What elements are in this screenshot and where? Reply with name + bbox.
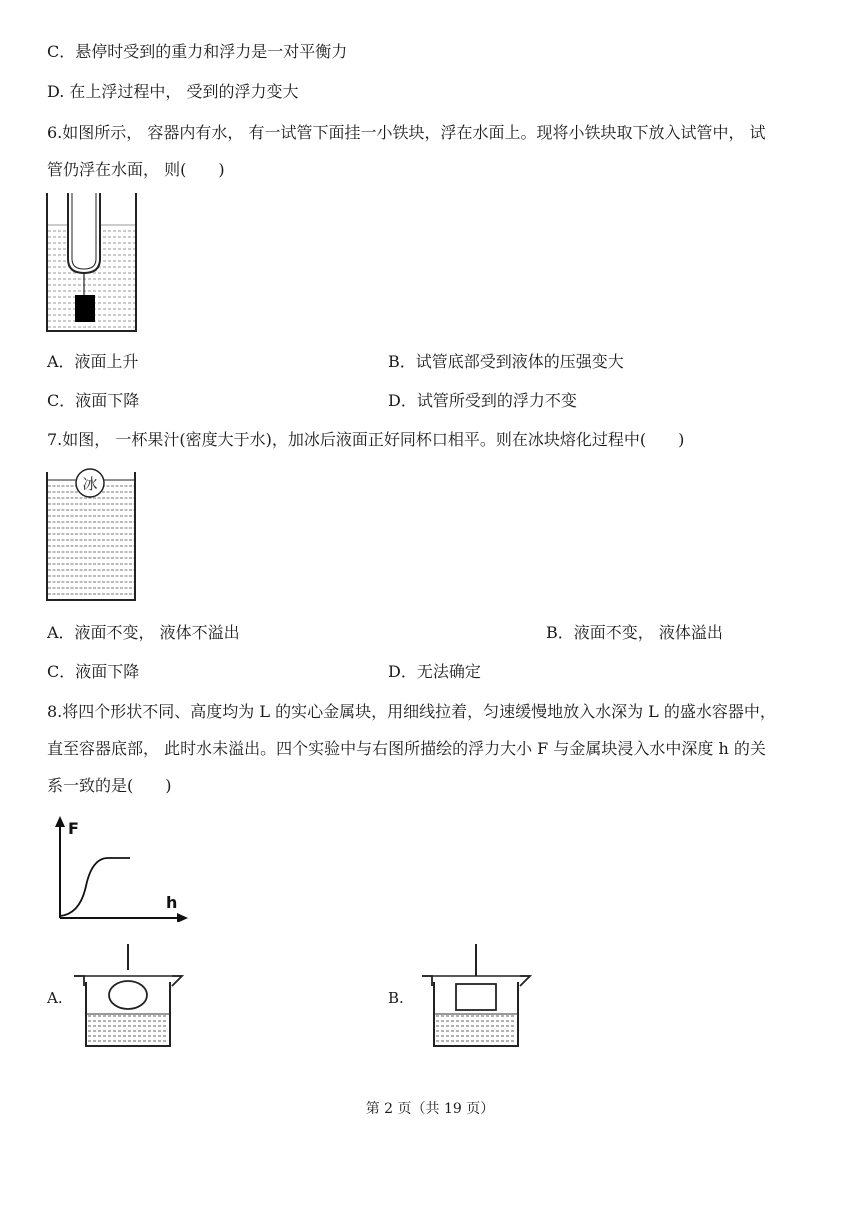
q6-option-d: D．试管所受到的浮力不变: [388, 391, 577, 410]
q8-option-b-label: B.: [388, 989, 404, 1007]
q7-option-c: C．液面下降: [47, 662, 140, 681]
q6-stem-line1: 6.如图所示， 容器内有水， 有一试管下面挂一小铁块，浮在水面上。现将小铁块取下放入试管中， 试: [47, 123, 766, 142]
q8-stem-line2: 直至容器底部， 此时水未溢出。四个实验中与右图所描绘的浮力大小 F 与金属块浸入水中深度 h 的关: [47, 739, 766, 758]
page-footer: 第 2 页（共 19 页）: [365, 1101, 495, 1117]
graph-x-label: h: [166, 893, 178, 912]
q6-stem-line2: 管仍浮在水面， 则( ): [47, 160, 225, 179]
q8-force-depth-graph: [46, 814, 192, 922]
q8-option-a-label: A.: [47, 989, 63, 1007]
q8-option-b-figure: [420, 942, 532, 1052]
q8-option-a-figure: [72, 942, 184, 1052]
q5-option-c: C．悬停时受到的重力和浮力是一对平衡力: [47, 42, 348, 61]
q8-stem-line3: 系一致的是( ): [47, 776, 172, 795]
ice-label: 冰: [82, 475, 98, 493]
q5-option-d: D. 在上浮过程中， 受到的浮力变大: [47, 82, 299, 101]
q6-option-a: A．液面上升: [47, 352, 139, 371]
q6-test-tube-figure: [44, 193, 140, 333]
graph-y-label: F: [68, 819, 79, 838]
q7-option-d: D．无法确定: [388, 662, 481, 681]
q6-option-b: B．试管底部受到液体的压强变大: [388, 352, 624, 371]
q7-stem: 7.如图， 一杯果汁(密度大于水)，加冰后液面正好同杯口相平。则在冰块熔化过程中( ): [47, 430, 685, 449]
q7-option-b: B．液面不变， 液体溢出: [546, 623, 723, 642]
q6-option-c: C．液面下降: [47, 391, 140, 410]
q7-juice-cup-figure: [44, 466, 140, 602]
q8-stem-line1: 8.将四个形状不同、高度均为 L 的实心金属块，用细线拉着，匀速缓慢地放入水深为 L 的盛水容器中，: [47, 702, 776, 721]
q7-option-a: A．液面不变， 液体不溢出: [47, 623, 240, 642]
